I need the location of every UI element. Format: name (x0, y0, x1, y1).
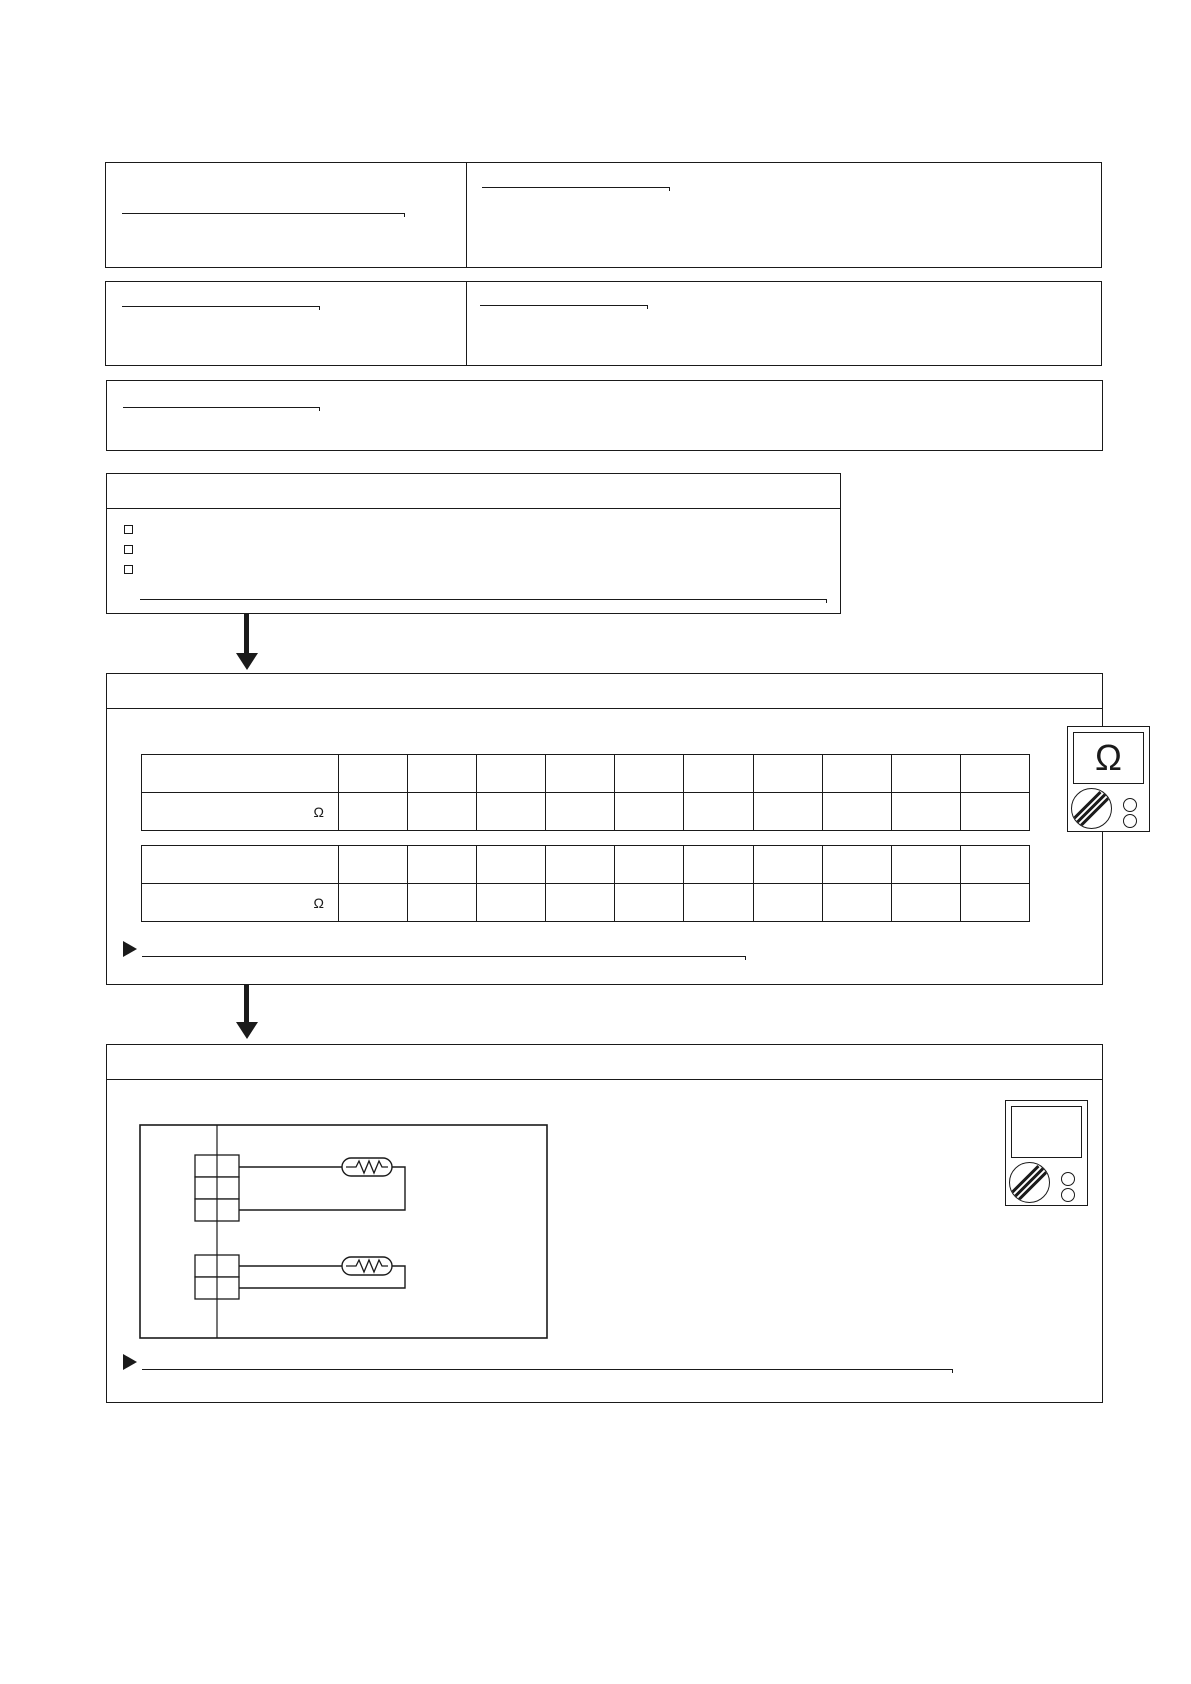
table-cell (891, 755, 960, 793)
table-cell (960, 793, 1029, 831)
table-cell (546, 755, 615, 793)
multimeter-port-icon (1061, 1172, 1075, 1186)
check-item-3-checkbox[interactable] (124, 565, 133, 574)
flow-arrow-1-head (236, 653, 258, 670)
header-row-3-underline (123, 407, 319, 408)
table-2-row-2-unit: Ω (142, 884, 339, 922)
table-1-row-1 (142, 755, 1030, 793)
step-1-title-divider (107, 708, 1102, 709)
table-cell (615, 755, 684, 793)
table-cell (408, 846, 477, 884)
table-2-row-2 (142, 884, 1030, 922)
header-row-1-left-underline (122, 213, 404, 214)
header-row-2 (105, 281, 1102, 366)
table-cell (408, 793, 477, 831)
header-row-1-divider (466, 163, 467, 267)
table-cell (960, 846, 1029, 884)
table-cell (822, 793, 891, 831)
table-cell (615, 793, 684, 831)
table-cell (339, 884, 408, 922)
table-cell (477, 846, 546, 884)
table-cell (339, 793, 408, 831)
table-cell (822, 755, 891, 793)
thermistor-wiring-diagram (139, 1124, 548, 1340)
table-cell (960, 755, 1029, 793)
header-row-2-left-underline (122, 306, 319, 307)
table-cell (753, 846, 822, 884)
step-2-note-bullet-icon (123, 1354, 137, 1370)
multimeter-screen (1011, 1106, 1082, 1158)
step-1-note-underline (142, 956, 745, 957)
step-2-title-divider (107, 1079, 1102, 1080)
table-1-row-2-unit: Ω (142, 793, 339, 831)
flow-arrow-1-shaft (244, 614, 249, 654)
check-box-note-underline (140, 599, 826, 600)
ohmmeter-port-icon (1123, 798, 1137, 812)
table-1-row-2 (142, 793, 1030, 831)
table-cell (822, 884, 891, 922)
step-2-box (106, 1044, 1103, 1403)
header-row-3 (106, 380, 1103, 451)
multimeter-port-icon (1061, 1188, 1075, 1202)
table-2-row-1 (142, 846, 1030, 884)
table-cell (684, 846, 753, 884)
table-cell (822, 846, 891, 884)
resistance-table-2 (141, 845, 1030, 922)
header-row-2-right-underline (480, 305, 647, 306)
step-1-box (106, 673, 1103, 985)
check-item-2-checkbox[interactable] (124, 545, 133, 554)
step-1-note-bullet-icon (123, 941, 137, 957)
table-cell (339, 755, 408, 793)
table-cell (753, 755, 822, 793)
check-box-title-divider (107, 508, 840, 509)
table-cell (753, 793, 822, 831)
table-cell (546, 884, 615, 922)
check-item-1-checkbox[interactable] (124, 525, 133, 534)
table-cell (546, 793, 615, 831)
check-box (106, 473, 841, 614)
table-cell (684, 755, 753, 793)
multimeter-dial-icon (1009, 1162, 1050, 1203)
ohmmeter-dial-icon (1071, 788, 1112, 829)
header-row-2-divider (466, 282, 467, 365)
table-cell (615, 846, 684, 884)
flow-arrow-2-shaft (244, 985, 249, 1023)
table-cell (339, 846, 408, 884)
table-cell (684, 884, 753, 922)
table-cell (684, 793, 753, 831)
step-2-note-underline (142, 1369, 952, 1370)
table-cell (546, 846, 615, 884)
table-2-row-1-label (142, 846, 339, 884)
table-cell (891, 884, 960, 922)
table-cell (960, 884, 1029, 922)
table-cell (477, 793, 546, 831)
table-cell (891, 793, 960, 831)
table-cell (408, 755, 477, 793)
table-cell (891, 846, 960, 884)
header-row-1 (105, 162, 1102, 268)
table-cell (408, 884, 477, 922)
multimeter-icon (1005, 1100, 1088, 1206)
table-cell (477, 755, 546, 793)
resistance-table-1 (141, 754, 1030, 831)
flow-arrow-2-head (236, 1022, 258, 1039)
table-cell (477, 884, 546, 922)
table-1-row-1-label (142, 755, 339, 793)
header-row-1-right-underline (482, 187, 669, 188)
ohmmeter-icon (1067, 726, 1150, 832)
ohmmeter-screen: Ω (1073, 732, 1144, 784)
table-cell (753, 884, 822, 922)
table-cell (615, 884, 684, 922)
ohmmeter-port-icon (1123, 814, 1137, 828)
